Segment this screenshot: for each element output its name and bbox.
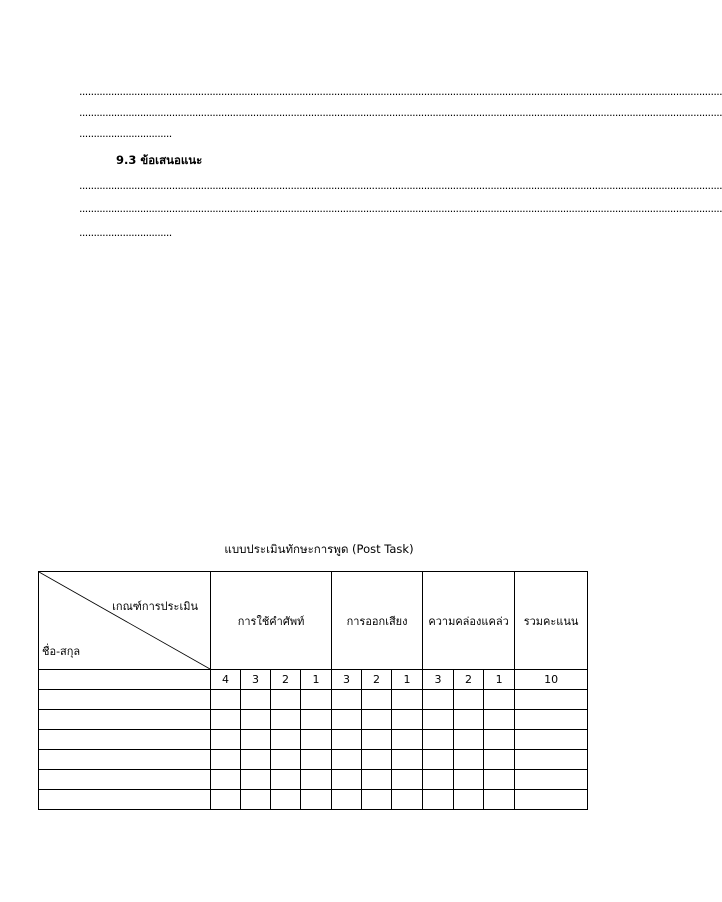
entry-cell[interactable]	[211, 770, 241, 790]
header-row	[39, 572, 588, 670]
total-cell[interactable]	[515, 690, 588, 710]
student-row	[39, 790, 588, 810]
student-row	[39, 750, 588, 770]
entry-cell[interactable]	[301, 750, 332, 770]
entry-cell[interactable]	[484, 710, 515, 730]
entry-cell[interactable]	[454, 750, 484, 770]
entry-cell[interactable]	[241, 770, 271, 790]
entry-cell[interactable]	[392, 730, 423, 750]
entry-cell[interactable]	[423, 710, 454, 730]
student-row	[39, 730, 588, 750]
section-heading: 9.3 ข้อเสนอแนะ	[116, 153, 203, 167]
entry-cell[interactable]	[241, 690, 271, 710]
entry-cell[interactable]	[332, 770, 362, 790]
score-cell: 1	[301, 670, 332, 690]
entry-cell[interactable]	[423, 690, 454, 710]
entry-cell[interactable]	[332, 790, 362, 810]
dotted-line-3: ................................	[79, 127, 172, 140]
name-cell[interactable]	[39, 730, 211, 750]
name-cell[interactable]	[39, 770, 211, 790]
entry-cell[interactable]	[241, 790, 271, 810]
name-cell[interactable]	[39, 690, 211, 710]
score-cell: 2	[362, 670, 392, 690]
dotted-line-6: ................................	[79, 226, 172, 239]
entry-cell[interactable]	[362, 770, 392, 790]
score-cell: 2	[271, 670, 301, 690]
criteria-label: เกณฑ์การประเมิน	[112, 600, 198, 613]
entry-cell[interactable]	[392, 790, 423, 810]
entry-cell[interactable]	[454, 730, 484, 750]
entry-cell[interactable]	[362, 790, 392, 810]
entry-cell[interactable]	[301, 710, 332, 730]
entry-cell[interactable]	[454, 690, 484, 710]
total-cell[interactable]	[515, 770, 588, 790]
entry-cell[interactable]	[271, 730, 301, 750]
total-cell[interactable]	[515, 790, 588, 810]
entry-cell[interactable]	[392, 690, 423, 710]
entry-cell[interactable]	[362, 690, 392, 710]
entry-cell[interactable]	[484, 790, 515, 810]
entry-cell[interactable]	[271, 770, 301, 790]
name-cell[interactable]	[39, 750, 211, 770]
entry-cell[interactable]	[271, 710, 301, 730]
name-cell[interactable]	[39, 790, 211, 810]
form-title: แบบประเมินทักษะการพูด (Post Task)	[224, 542, 414, 556]
entry-cell[interactable]	[484, 750, 515, 770]
entry-cell[interactable]	[301, 730, 332, 750]
entry-cell[interactable]	[484, 690, 515, 710]
entry-cell[interactable]	[211, 750, 241, 770]
group-vocabulary: การใช้คำศัพท์	[211, 572, 332, 670]
total-cell[interactable]	[515, 750, 588, 770]
entry-cell[interactable]	[271, 750, 301, 770]
diagonal-header-cell	[39, 572, 211, 670]
student-row	[39, 770, 588, 790]
group-pronunciation: การออกเสียง	[332, 572, 423, 670]
entry-cell[interactable]	[454, 770, 484, 790]
entry-cell[interactable]	[241, 710, 271, 730]
entry-cell[interactable]	[423, 790, 454, 810]
entry-cell[interactable]	[392, 710, 423, 730]
score-cell: 2	[454, 670, 484, 690]
entry-cell[interactable]	[362, 710, 392, 730]
student-row	[39, 690, 588, 710]
score-cell: 3	[332, 670, 362, 690]
entry-cell[interactable]	[271, 790, 301, 810]
entry-cell[interactable]	[211, 790, 241, 810]
entry-cell[interactable]	[271, 690, 301, 710]
group-fluency: ความคล่องแคล่ว	[423, 572, 515, 670]
entry-cell[interactable]	[423, 730, 454, 750]
evaluation-table	[38, 571, 588, 810]
entry-cell[interactable]	[484, 770, 515, 790]
total-cell[interactable]	[515, 710, 588, 730]
entry-cell[interactable]	[241, 750, 271, 770]
entry-cell[interactable]	[362, 730, 392, 750]
entry-cell[interactable]	[301, 770, 332, 790]
entry-cell[interactable]	[392, 750, 423, 770]
score-cell: 1	[484, 670, 515, 690]
entry-cell[interactable]	[301, 690, 332, 710]
entry-cell[interactable]	[332, 690, 362, 710]
dotted-line-1: ..............................................................................................................................................................................................................................	[79, 85, 722, 98]
entry-cell[interactable]	[301, 790, 332, 810]
name-label: ชื่อ-สกุล	[42, 645, 81, 658]
entry-cell[interactable]	[332, 730, 362, 750]
group-total: รวมคะแนน	[515, 572, 588, 670]
name-cell[interactable]	[39, 710, 211, 730]
entry-cell[interactable]	[241, 730, 271, 750]
score-row	[39, 670, 588, 690]
entry-cell[interactable]	[332, 710, 362, 730]
entry-cell[interactable]	[362, 750, 392, 770]
dotted-line-2: ..............................................................................................................................................................................................................................	[79, 106, 722, 119]
entry-cell[interactable]	[211, 710, 241, 730]
score-name-cell	[39, 670, 211, 690]
entry-cell[interactable]	[211, 690, 241, 710]
entry-cell[interactable]	[392, 770, 423, 790]
entry-cell[interactable]	[211, 730, 241, 750]
score-cell: 3	[241, 670, 271, 690]
total-cell[interactable]	[515, 730, 588, 750]
dotted-line-5: ..............................................................................................................................................................................................................................	[79, 202, 722, 215]
entry-cell[interactable]	[423, 750, 454, 770]
entry-cell[interactable]	[423, 770, 454, 790]
entry-cell[interactable]	[484, 730, 515, 750]
score-cell: 3	[423, 670, 454, 690]
entry-cell[interactable]	[332, 750, 362, 770]
score-cell: 1	[392, 670, 423, 690]
student-row	[39, 710, 588, 730]
score-cell: 4	[211, 670, 241, 690]
entry-cell[interactable]	[454, 710, 484, 730]
score-total-cell: 10	[515, 670, 588, 690]
entry-cell[interactable]	[454, 790, 484, 810]
dotted-line-4: ..............................................................................................................................................................................................................................	[79, 179, 722, 192]
